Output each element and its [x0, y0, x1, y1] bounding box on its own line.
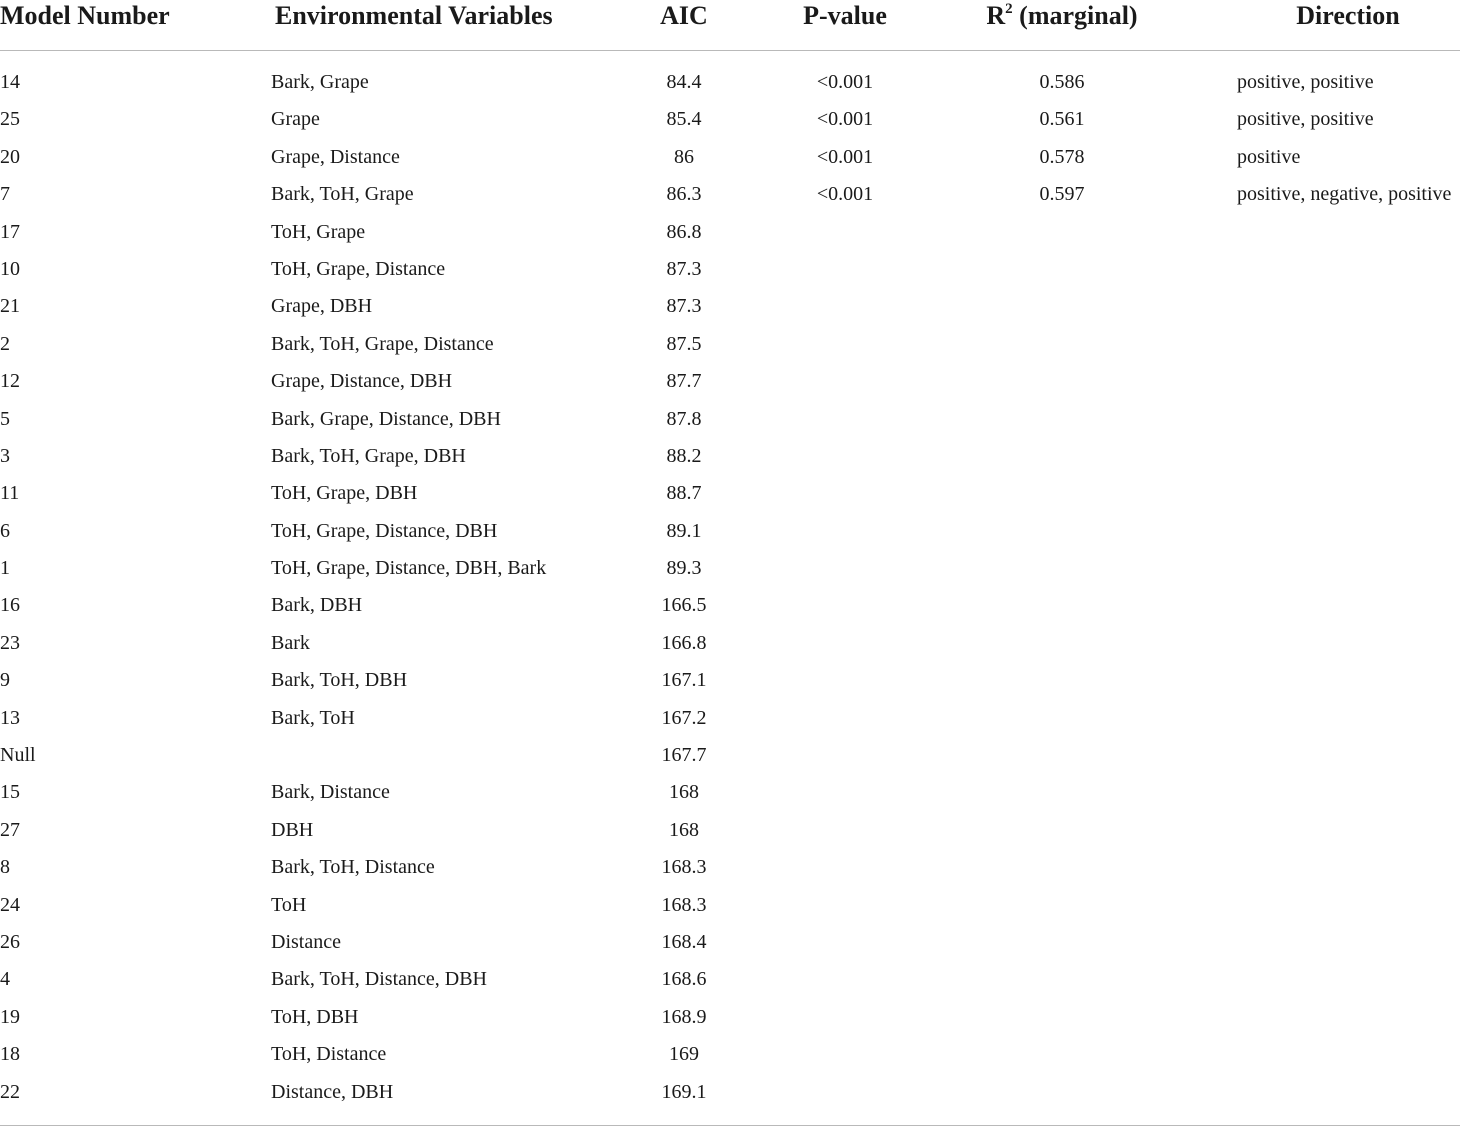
table-row	[0, 550, 1460, 587]
table-row	[0, 587, 1460, 624]
cell-model-number: 4	[0, 968, 10, 991]
cell-aic: 167.7	[661, 744, 707, 767]
cell-aic: 86.3	[666, 183, 702, 206]
cell-p-value: <0.001	[816, 145, 874, 168]
cell-aic: 85.4	[666, 108, 702, 131]
cell-environmental-variables: ToH, DBH	[271, 1005, 359, 1028]
cell-model-number: 19	[0, 1005, 20, 1028]
cell-model-number: 15	[0, 781, 20, 804]
table-row	[0, 625, 1460, 662]
table-row	[0, 475, 1460, 512]
header-r2-marginal	[962, 1, 1162, 31]
cell-environmental-variables: ToH, Grape, Distance	[271, 257, 446, 280]
cell-model-number: 3	[0, 444, 10, 467]
cell-environmental-variables: Bark, Grape	[271, 71, 369, 93]
cell-environmental-variables: Bark	[271, 631, 310, 654]
cell-environmental-variables: Grape	[271, 108, 320, 131]
cell-model-number: 27	[0, 818, 20, 841]
cell-environmental-variables: ToH, Grape, DBH	[271, 482, 418, 505]
cell-environmental-variables: ToH, Grape, Distance, DBH	[271, 519, 498, 542]
cell-aic: 89.1	[666, 519, 702, 542]
cell-p-value: <0.001	[816, 183, 874, 206]
cell-direction: positive, positive	[1237, 71, 1374, 93]
cell-model-number: 9	[0, 669, 10, 692]
cell-aic: 169.1	[661, 1080, 707, 1103]
cell-aic: 169	[669, 1043, 699, 1066]
cell-r2-marginal: 0.561	[1039, 108, 1085, 131]
cell-environmental-variables: Grape, Distance, DBH	[271, 370, 453, 393]
cell-direction: positive, positive	[1237, 108, 1374, 131]
header-p-value: P-value	[803, 1, 887, 30]
cell-environmental-variables: Bark, ToH, Grape, Distance	[271, 332, 494, 355]
cell-r2-marginal: 0.586	[1039, 71, 1085, 93]
header-r2-rest: (marginal)	[1012, 1, 1138, 30]
cell-aic: 167.2	[661, 706, 707, 729]
cell-direction: positive	[1237, 145, 1301, 168]
cell-model-number: Null	[0, 744, 36, 767]
cell-environmental-variables: ToH	[271, 893, 307, 916]
table-row	[0, 924, 1460, 961]
table-header	[0, 0, 1460, 50]
cell-aic: 87.8	[666, 407, 702, 430]
cell-aic: 88.2	[666, 444, 702, 467]
cell-environmental-variables: Bark, ToH, Distance, DBH	[271, 968, 487, 991]
cell-model-number: 2	[0, 332, 10, 355]
cell-environmental-variables: Grape, Distance	[271, 145, 400, 168]
table-row	[0, 251, 1460, 288]
cell-model-number: 16	[0, 594, 20, 617]
cell-r2-marginal: 0.578	[1039, 145, 1085, 168]
cell-environmental-variables: Bark, ToH, Grape	[271, 183, 414, 206]
table-row	[0, 101, 1460, 138]
header-divider	[0, 50, 1460, 51]
table-bottom-rule	[0, 1125, 1460, 1126]
table-row	[0, 961, 1460, 998]
table-row	[0, 288, 1460, 325]
cell-environmental-variables: Grape, DBH	[271, 295, 373, 318]
cell-aic: 89.3	[666, 557, 702, 580]
header-aic: AIC	[660, 1, 708, 30]
cell-aic: 167.1	[661, 669, 707, 692]
cell-model-number: 7	[0, 183, 10, 206]
table-row	[0, 64, 1460, 101]
cell-environmental-variables: Bark, ToH, Grape, DBH	[271, 444, 466, 467]
table-row	[0, 1074, 1460, 1111]
cell-environmental-variables: Bark, DBH	[271, 594, 363, 617]
table-row	[0, 438, 1460, 475]
header-model-number: Model Number	[0, 1, 170, 30]
cell-model-number: 17	[0, 220, 20, 243]
table-row	[0, 849, 1460, 886]
header-r2-base: R	[986, 1, 1006, 30]
table-row	[0, 999, 1460, 1036]
cell-aic: 87.5	[666, 332, 702, 355]
cell-aic: 168.6	[661, 968, 707, 991]
cell-aic: 168.4	[661, 930, 707, 953]
table-body	[0, 64, 1460, 1111]
table-row	[0, 139, 1460, 176]
cell-model-number: 14	[0, 71, 20, 93]
cell-aic: 86.8	[666, 220, 702, 243]
table-row	[0, 363, 1460, 400]
table-row	[0, 887, 1460, 924]
table-row	[0, 214, 1460, 251]
cell-model-number: 10	[0, 257, 20, 280]
cell-environmental-variables: Bark, ToH	[271, 706, 355, 729]
cell-aic: 87.7	[666, 370, 702, 393]
cell-model-number: 26	[0, 930, 20, 953]
cell-model-number: 13	[0, 706, 20, 729]
cell-r2-marginal: 0.597	[1039, 183, 1085, 206]
table-row	[0, 700, 1460, 737]
cell-p-value: <0.001	[816, 108, 874, 131]
cell-model-number: 8	[0, 856, 10, 879]
cell-environmental-variables: Bark, ToH, DBH	[271, 669, 408, 692]
cell-model-number: 23	[0, 631, 20, 654]
cell-model-number: 1	[0, 557, 10, 580]
cell-aic: 168.9	[661, 1005, 707, 1028]
cell-aic: 87.3	[666, 257, 702, 280]
cell-model-number: 24	[0, 893, 20, 916]
cell-environmental-variables: DBH	[271, 818, 314, 841]
cell-aic: 166.5	[661, 594, 707, 617]
cell-model-number: 25	[0, 108, 20, 131]
cell-model-number: 18	[0, 1043, 20, 1066]
cell-environmental-variables: Distance, DBH	[271, 1080, 394, 1103]
cell-aic: 86	[674, 145, 694, 168]
table-row	[0, 774, 1460, 811]
table-row	[0, 737, 1460, 774]
cell-aic: 168.3	[661, 893, 707, 916]
cell-model-number: 21	[0, 295, 20, 318]
cell-model-number: 22	[0, 1080, 20, 1103]
cell-aic: 168	[669, 781, 699, 804]
cell-environmental-variables: ToH, Distance	[271, 1043, 387, 1066]
table-row	[0, 812, 1460, 849]
cell-aic: 88.7	[666, 482, 702, 505]
cell-model-number: 12	[0, 370, 20, 393]
table-row	[0, 662, 1460, 699]
table-row	[0, 326, 1460, 363]
cell-environmental-variables: ToH, Grape	[271, 220, 366, 243]
cell-aic: 87.3	[666, 295, 702, 318]
cell-aic: 166.8	[661, 631, 707, 654]
table-row	[0, 513, 1460, 550]
header-direction: Direction	[1296, 1, 1400, 30]
cell-p-value: <0.001	[816, 71, 874, 93]
table-row	[0, 176, 1460, 213]
table-row	[0, 1036, 1460, 1073]
cell-environmental-variables: Bark, Distance	[271, 781, 390, 804]
cell-environmental-variables: ToH, Grape, Distance, DBH, Bark	[271, 557, 547, 580]
cell-model-number: 20	[0, 145, 20, 168]
cell-aic: 84.4	[666, 71, 702, 93]
cell-aic: 168	[669, 818, 699, 841]
cell-aic: 168.3	[661, 856, 707, 879]
header-r2-superscript: 2	[1005, 1, 1013, 17]
cell-environmental-variables: Bark, Grape, Distance, DBH	[271, 407, 501, 430]
cell-environmental-variables: Bark, ToH, Distance	[271, 856, 435, 879]
cell-model-number: 6	[0, 519, 10, 542]
table-row	[0, 401, 1460, 438]
cell-environmental-variables: Distance	[271, 930, 341, 953]
cell-direction: positive, negative, positive	[1237, 183, 1452, 206]
cell-model-number: 11	[0, 482, 20, 505]
header-environmental-variables: Environmental Variables	[275, 1, 553, 30]
cell-model-number: 5	[0, 407, 10, 430]
